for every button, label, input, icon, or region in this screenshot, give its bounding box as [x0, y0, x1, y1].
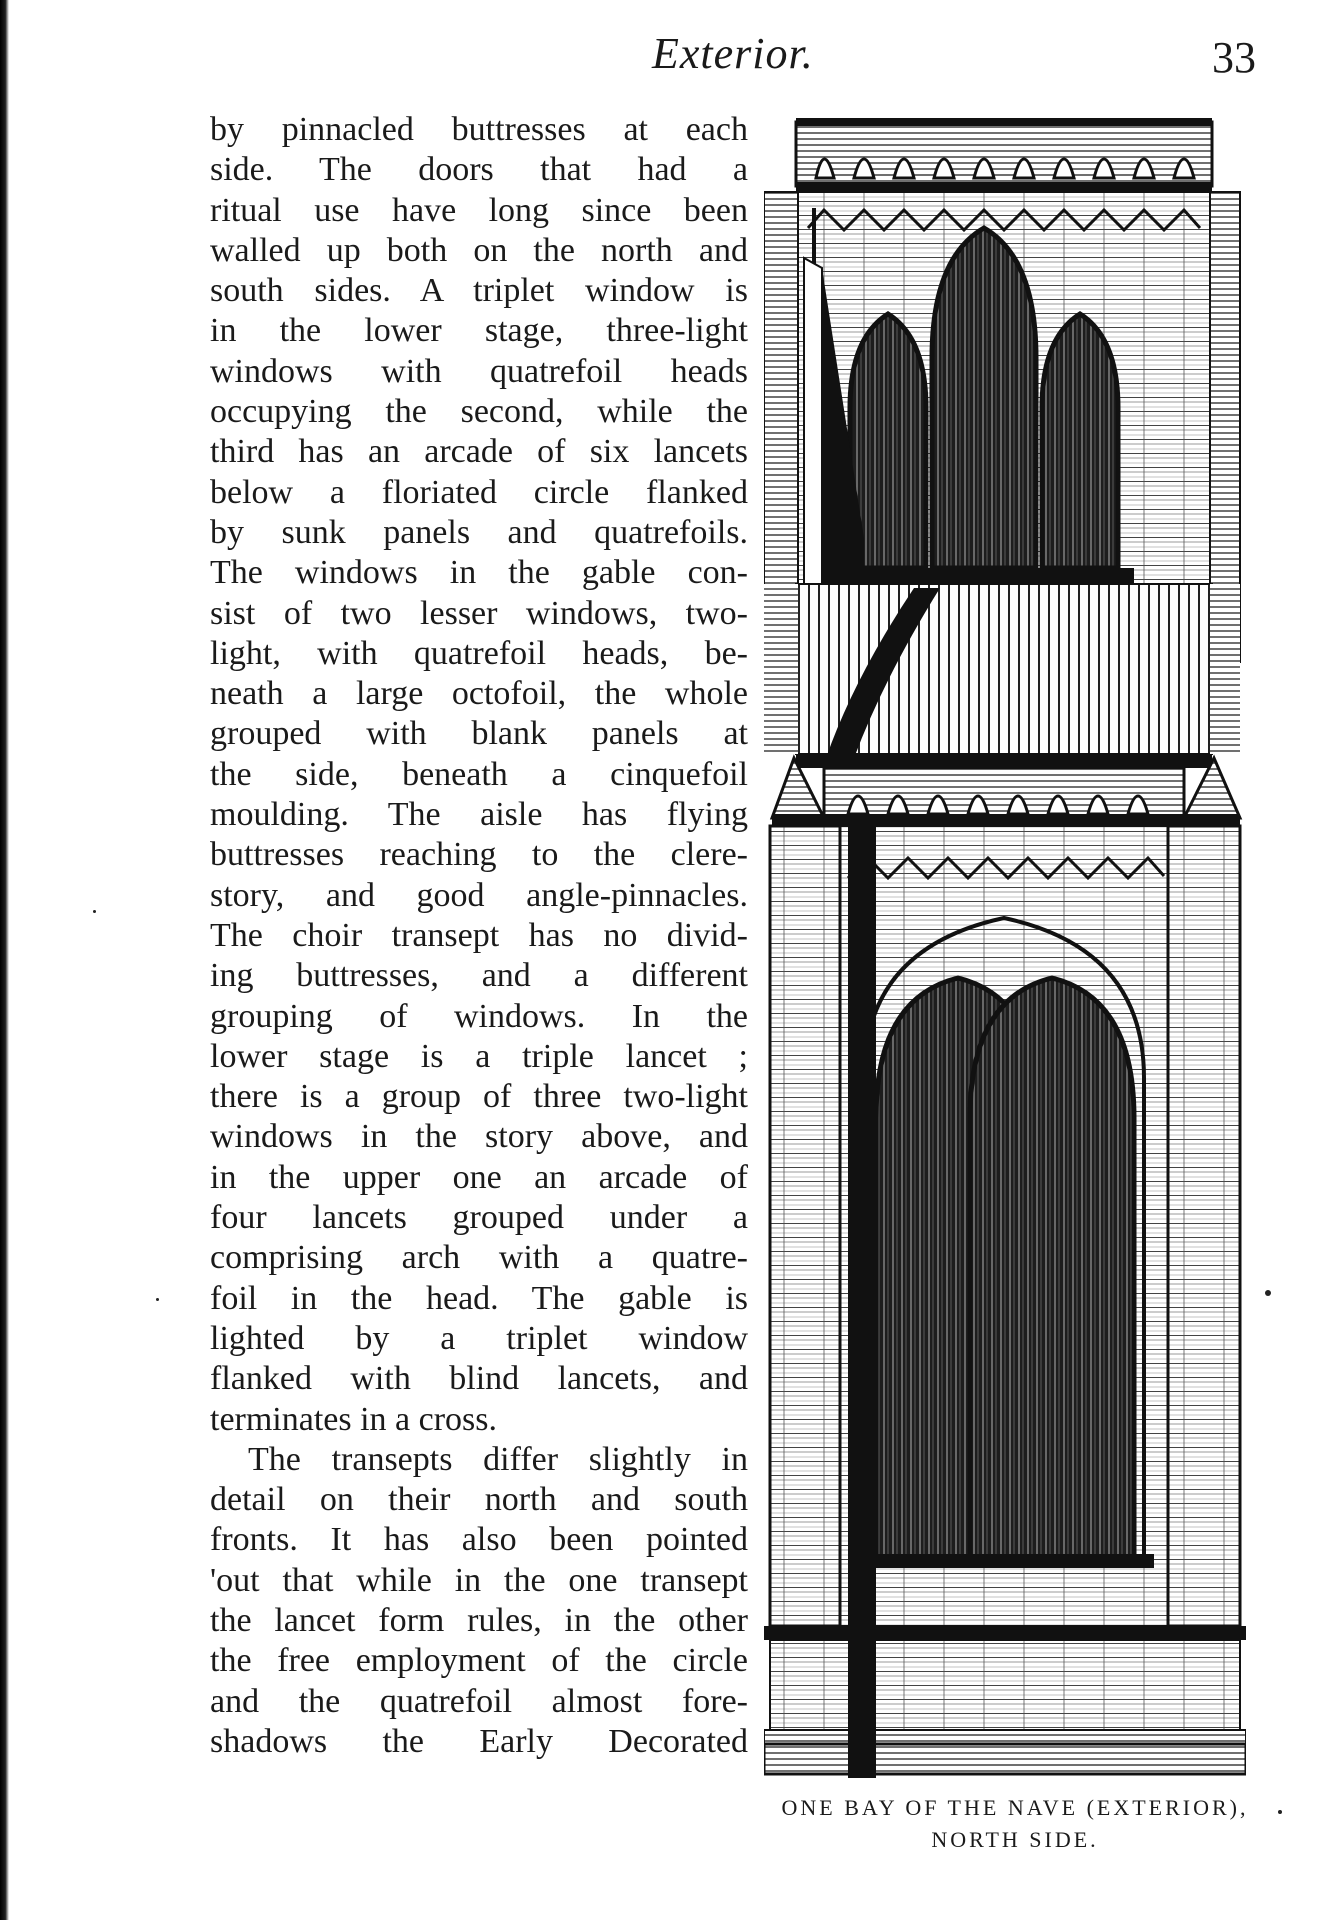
- aisle-parapet: [772, 754, 1240, 826]
- text-line: light, with quatrefoil heads, be-: [210, 634, 748, 672]
- text-line: windows in the story above, and: [210, 1118, 748, 1156]
- text-line: fronts. It has also been pointed: [210, 1521, 748, 1559]
- text-line: there is a group of three two-light: [210, 1078, 748, 1116]
- text-line: by pinnacled buttresses at each: [210, 111, 748, 148]
- text-line: in the upper one an arcade of: [210, 1158, 748, 1196]
- text-line: south sides. A triplet window is: [210, 272, 748, 310]
- text-line: The choir transept has no divid-: [210, 916, 748, 954]
- text-line: walled up both on the north and: [210, 231, 748, 269]
- text-line: The windows in the gable con-: [210, 554, 748, 592]
- paragraph-start-line: The transepts differ slightly in: [248, 1440, 748, 1478]
- body-text: [210, 110, 748, 1762]
- figure-caption: [730, 1792, 1300, 1856]
- text-line: the side, beneath a cinquefoil: [210, 755, 748, 793]
- print-speck: [156, 1298, 159, 1301]
- print-speck: [1278, 1810, 1282, 1814]
- caption-line: ONE BAY OF THE NAVE (EXTERIOR),: [781, 1795, 1249, 1820]
- text-line: foil in the head. The gable is: [210, 1279, 748, 1317]
- text-line: ritual use have long since been: [210, 191, 748, 229]
- nave-bay-engraving: [764, 118, 1246, 1778]
- text-line: by sunk panels and quatrefoils.: [210, 513, 748, 551]
- text-line: detail on their north and south: [210, 1481, 748, 1519]
- text-line: moulding. The aisle has flying: [210, 796, 748, 834]
- caption-line: NORTH SIDE.: [931, 1827, 1099, 1852]
- text-line: occupying the second, while the: [210, 393, 748, 431]
- text-line: flanked with blind lancets, and: [210, 1360, 748, 1398]
- text-line: third has an arcade of six lancets: [210, 433, 748, 471]
- text-line: 'out that while in the one transept: [210, 1561, 748, 1599]
- text-line: grouping of windows. In the: [210, 997, 748, 1035]
- text-line: the free employment of the circle: [210, 1642, 748, 1680]
- text-line: ing buttresses, and a different: [210, 957, 748, 995]
- text-line: shadows the Early Decorated: [210, 1722, 748, 1760]
- upper-parapet: [796, 118, 1212, 192]
- text-line: four lancets grouped under a: [210, 1199, 748, 1237]
- text-line: windows with quatrefoil heads: [210, 352, 748, 390]
- book-spine-edge: [0, 0, 9, 1920]
- plinth: [764, 1626, 1246, 1774]
- text-line: and the quatrefoil almost fore-: [210, 1682, 748, 1720]
- running-header: Exterior.: [652, 29, 814, 78]
- print-speck: [93, 910, 96, 913]
- text-line: neath a large octofoil, the whole: [210, 675, 748, 713]
- text-line: grouped with blank panels at: [210, 715, 748, 753]
- text-line: in the lower stage, three-light: [210, 312, 748, 350]
- text-line: lower stage is a triple lancet ;: [210, 1037, 748, 1075]
- text-line: story, and good angle-pinnacles.: [210, 876, 748, 914]
- text-line: the lancet form rules, in the other: [210, 1601, 748, 1639]
- text-line: comprising arch with a quatre-: [210, 1239, 748, 1277]
- text-line: sist of two lesser windows, two-: [210, 594, 748, 632]
- text-line: side. The doors that had a: [210, 151, 748, 189]
- triforium-band: [764, 584, 1240, 758]
- page-number: 33: [1212, 33, 1256, 82]
- paragraph-end-line: terminates in a cross.: [210, 1400, 498, 1438]
- print-speck: [1265, 1290, 1271, 1296]
- text-line: lighted by a triplet window: [210, 1319, 748, 1357]
- text-line: buttresses reaching to the clere-: [210, 836, 748, 874]
- text-line: below a floriated circle flanked: [210, 473, 748, 511]
